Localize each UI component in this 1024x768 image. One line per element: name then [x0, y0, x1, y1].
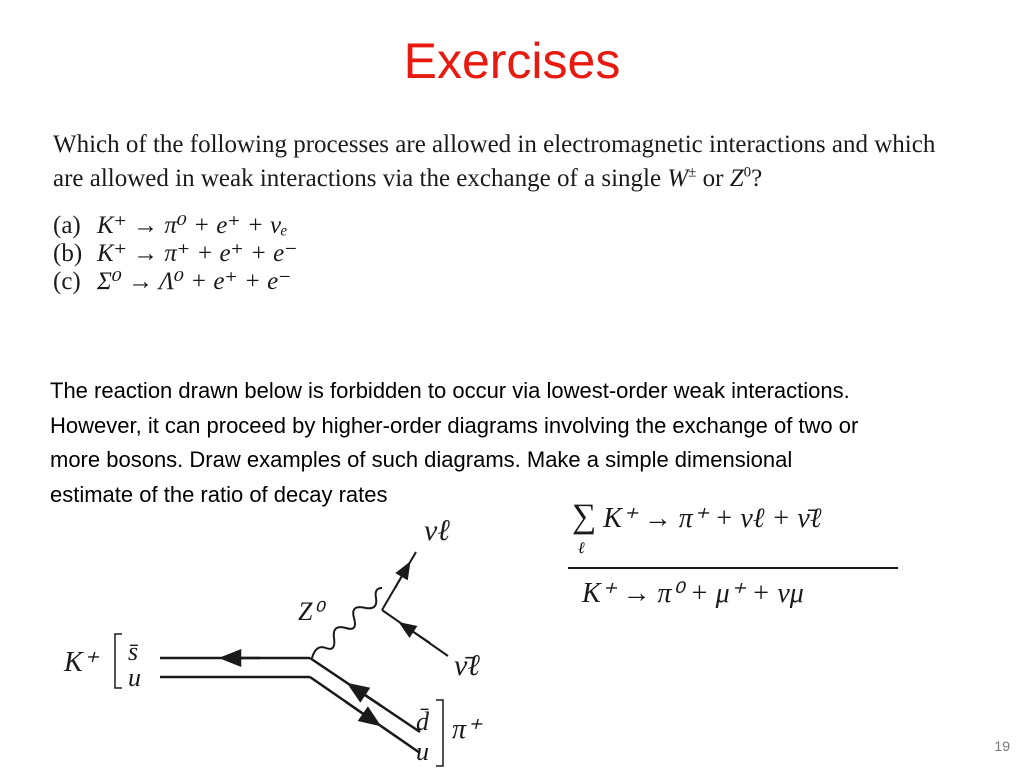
antineutrino-arrow	[406, 627, 430, 643]
z-boson-charge: 0	[743, 164, 752, 181]
question-line-2-pre: are allowed in weak interactions via the exchange of a single	[53, 165, 668, 192]
problem-paragraph	[50, 374, 1020, 512]
paragraph-line-2: However, it can proceed by higher-order diagrams involving the exchange of two or	[50, 412, 859, 438]
option-b	[53, 240, 297, 268]
option-label: (b)	[53, 240, 83, 267]
question-line-2	[53, 162, 1013, 196]
numerator-text: K⁺ → π⁺ + νℓ + ν̄ℓ	[603, 503, 822, 534]
sum-index: ℓ	[578, 540, 585, 557]
question-line-1: Which of the following processes are allowed in electromagnetic interactions and which	[53, 131, 936, 158]
dbar-arrow	[356, 689, 380, 705]
neutrino-arrow	[395, 569, 406, 588]
final-meson-label: π⁺	[452, 714, 481, 745]
option-label: (a)	[53, 212, 81, 239]
quark-u-label: u	[128, 663, 141, 692]
w-boson-charge: ±	[688, 164, 697, 181]
fraction-bar	[568, 567, 898, 569]
quark-u-final-label: u	[416, 737, 429, 766]
ratio-denominator: K⁺ → π⁰ + μ⁺ + νμ	[582, 578, 804, 609]
final-bracket	[436, 700, 443, 766]
option-c	[53, 268, 297, 296]
question-or: or	[696, 165, 730, 192]
quark-dbar-label: d̄	[416, 707, 429, 736]
u-arrow	[346, 702, 372, 720]
options-list	[53, 212, 297, 296]
sum-symbol: ∑	[572, 498, 597, 535]
option-equation: Σ⁰ → Λ⁰ + e⁺ + e⁻	[97, 268, 292, 295]
z-boson: Z	[729, 165, 744, 192]
question-end: ?	[751, 165, 763, 192]
question-text	[53, 128, 1013, 196]
feynman-diagram	[60, 510, 500, 768]
option-equation: K⁺ → π⁰ + e⁺ + νₑ	[97, 212, 288, 239]
initial-bracket	[115, 634, 122, 688]
option-label: (c)	[53, 268, 81, 295]
quark-sbar-label: s̄	[128, 637, 139, 666]
option-a	[53, 212, 297, 240]
slide-title: Exercises	[403, 33, 621, 89]
z-boson-label: Z⁰	[298, 597, 323, 626]
paragraph-line-3: more bosons. Draw examples of such diagrams. Make a simple dimensional	[50, 447, 793, 472]
ratio-numerator	[572, 498, 821, 536]
page-number: 19	[994, 738, 1010, 754]
initial-meson-label: K⁺	[64, 647, 98, 678]
option-equation: K⁺ → π⁺ + e⁺ + e⁻	[97, 240, 298, 267]
antineutrino-label: ν̄ℓ	[454, 649, 480, 682]
paragraph-line-4: estimate of the ratio of decay rates	[50, 481, 388, 507]
neutrino-label: νℓ	[424, 514, 450, 547]
w-boson: W	[667, 165, 689, 192]
paragraph-line-1: The reaction drawn below is forbidden to occur via lowest-order weak interactions.	[50, 378, 850, 403]
